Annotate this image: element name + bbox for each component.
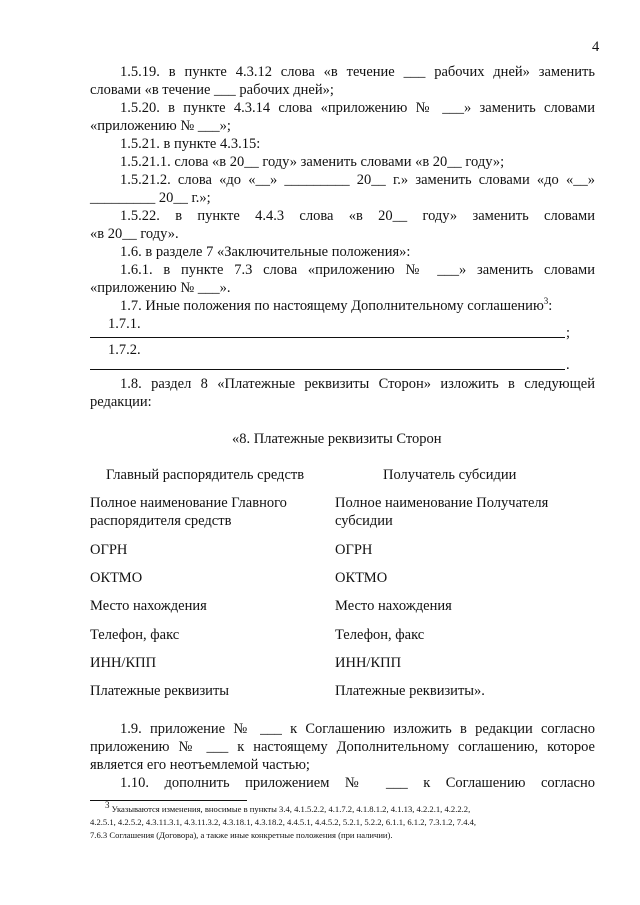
right-row-oktmo: ОКТМО: [335, 570, 388, 586]
footnote-marker: 3: [105, 800, 110, 811]
table-header-left: Главный распорядитель средств: [106, 467, 305, 483]
clause-1-8-line2: редакции:: [90, 394, 152, 410]
footnote-separator: [90, 800, 247, 801]
clause-1-8-line1: 1.8. раздел 8 «Платежные реквизиты Сторон» изложить в следующей: [120, 376, 595, 392]
clause-1-5-21-2-line2: _________ 20__ г.»;: [90, 190, 211, 206]
clause-1-5-19-line1: 1.5.19. в пункте 4.3.12 слова «в течение ___ рабочих дней» заменить: [120, 64, 595, 80]
page-number: 4: [592, 39, 600, 55]
left-row-inn-kpp: ИНН/КПП: [90, 655, 157, 671]
right-row-payment: Платежные реквизиты».: [335, 683, 485, 699]
clause-1-6-1-line2: «приложению № ___».: [90, 280, 231, 296]
clause-1-9-line3: является его неотъемлемой частью;: [90, 757, 310, 773]
footnote-line2: 4.2.5.1, 4.2.5.2, 4.3.11.3.1, 4.3.11.3.2, 4.3.18.1, 4.3.18.2, 4.4.5.1, 4.4.5.2, 5.2.1, 5.2.2, 6.1.1, 6.1.2, 7.3.1.2, 7.4.4,: [90, 817, 477, 827]
left-row-phone: Телефон, факс: [90, 627, 180, 643]
footnote-ref: 3: [543, 296, 549, 307]
blank-line-1-7-1-end: ;: [566, 325, 571, 341]
clause-1-5-22-line2: «в 20__ году».: [90, 226, 179, 242]
clause-1-5-20-line1: 1.5.20. в пункте 4.3.14 слова «приложению № ___» заменить словами: [120, 100, 595, 116]
right-row-inn-kpp: ИНН/КПП: [335, 655, 402, 671]
footnote-line3: 7.6.3 Соглашения (Договора), а также иные конкретные положения (при наличии).: [90, 830, 393, 840]
blank-line-1-7-2-end: .: [566, 357, 570, 373]
clause-1-9-line2: приложению № ___ к настоящему Дополнительному соглашению, которое: [90, 739, 595, 755]
left-row-oktmo: ОКТМО: [90, 570, 143, 586]
blank-line-1-7-1: [90, 337, 565, 338]
clause-1-7-2: 1.7.2.: [108, 342, 141, 358]
right-row-full-name-line2: субсидии: [335, 513, 393, 529]
left-row-full-name-line2: распорядителя средств: [90, 513, 232, 529]
right-row-location: Место нахождения: [335, 598, 452, 614]
left-row-full-name-line1: Полное наименование Главного: [90, 495, 287, 511]
clause-1-9-line1: 1.9. приложение № ___ к Соглашению изложить в редакции согласно: [120, 721, 595, 737]
blank-line-1-7-2: [90, 369, 565, 370]
left-row-payment: Платежные реквизиты: [90, 683, 230, 699]
section-title: «8. Платежные реквизиты Сторон: [232, 431, 442, 447]
left-row-location: Место нахождения: [90, 598, 207, 614]
left-row-ogrn: ОГРН: [90, 542, 128, 558]
clause-1-5-21: 1.5.21. в пункте 4.3.15:: [120, 136, 261, 152]
clause-1-7-1: 1.7.1.: [108, 316, 141, 332]
footnote-line1: $^3$ Указываются изменения, вносимые в пункты 3.4, 4.1.5.2.2, 4.1.7.2, 4.1.8.1.2, 4.1.13, 4.2.2.1, 4.2.2.2,: [105, 800, 471, 814]
right-row-phone: Телефон, факс: [335, 627, 425, 643]
right-row-full-name-line1: Полное наименование Получателя: [335, 495, 549, 511]
right-row-ogrn: ОГРН: [335, 542, 373, 558]
clause-1-5-20-line2: «приложению № ___»;: [90, 118, 231, 134]
clause-1-5-21-2-line1: 1.5.21.2. слова «до «__» _________ 20__ г.» заменить словами «до «__»: [120, 172, 595, 188]
clause-1-5-22-line1: 1.5.22. в пункте 4.4.3 слова «в 20__ году» заменить словами: [120, 208, 595, 224]
clause-1-10-line1: 1.10. дополнить приложением № ___ к Соглашению согласно: [120, 775, 595, 791]
clause-1-5-21-1: 1.5.21.1. слова «в 20__ году» заменить словами «в 20__ году»;: [120, 154, 505, 170]
clause-1-6-1-line1: 1.6.1. в пункте 7.3 слова «приложению № ___» заменить словами: [120, 262, 595, 278]
table-header-right: Получатель субсидии: [383, 467, 517, 483]
clause-1-5-19-line2: словами «в течение ___ рабочих дней»;: [90, 82, 334, 98]
clause-1-6: 1.6. в разделе 7 «Заключительные положения»:: [120, 244, 411, 260]
clause-1-7: 1.7. Иные положения по настоящему Дополнительному соглашению$^3$:: [120, 296, 553, 314]
